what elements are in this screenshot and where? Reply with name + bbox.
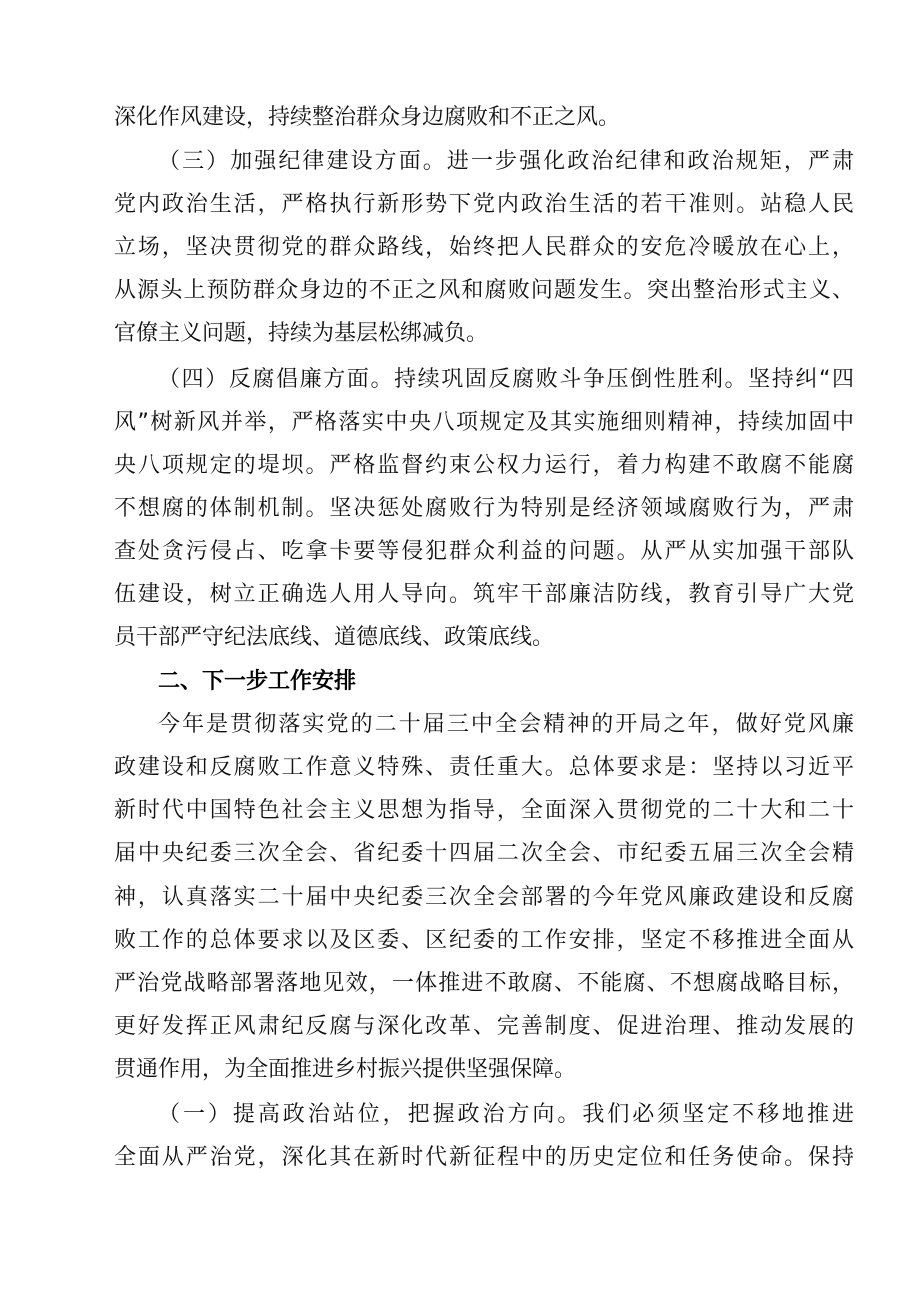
paragraph-line: 深化作风建设，持续整治群众身边腐败和不正之风。	[114, 105, 621, 130]
paragraph-line: 新时代中国特色社会主义思想为指导，全面深入贯彻党的二十大和二十	[114, 798, 854, 823]
paragraph-line: 央八项规定的堤坝。严格监督约束公权力运行，着力构建不敢腐不能腐	[114, 453, 854, 478]
paragraph-line: 党内政治生活，严格执行新形势下党内政治生活的若干准则。站稳人民	[114, 192, 854, 217]
paragraph-line: 贯通作用，为全面推进乡村振兴提供坚强保障。	[114, 1057, 577, 1082]
paragraph-line: 今年是贯彻落实党的二十届三中全会精神的开局之年，做好党风廉	[158, 712, 854, 737]
paragraph-line: 员干部严守纪法底线、道德底线、政策底线。	[114, 625, 555, 650]
paragraph-line: 立场，坚决贯彻党的群众路线，始终把人民群众的安危冷暖放在心上，	[114, 235, 854, 260]
paragraph-line: 更好发挥正风肃纪反腐与深化改革、完善制度、促进治理、推动发展的	[114, 1014, 854, 1039]
paragraph-line: 查处贪污侵占、吃拿卡要等侵犯群众利益的问题。从严从实加强干部队	[114, 539, 854, 564]
paragraph-line: 伍建设，树立正确选人用人导向。筑牢干部廉洁防线，教育引导广大党	[114, 582, 854, 607]
paragraph-line: 届中央纪委三次全会、省纪委十四届二次全会、市纪委五届三次全会精	[114, 841, 854, 866]
paragraph-line: 败工作的总体要求以及区委、区纪委的工作安排，坚定不移推进全面从	[114, 928, 854, 953]
paragraph-line: （三）加强纪律建设方面。进一步强化政治纪律和政治规矩，严肃	[158, 149, 854, 174]
section-heading: 二、下一步工作安排	[158, 669, 357, 694]
paragraph-line: 风”树新风并举，严格落实中央八项规定及其实施细则精神，持续加固中	[114, 410, 854, 435]
paragraph-line: 政建设和反腐败工作意义特殊、责任重大。总体要求是：坚持以习近平	[114, 755, 854, 780]
paragraph-line: 严治党战略部署落地见效，一体推进不敢腐、不能腐、不想腐战略目标，	[114, 971, 854, 996]
paragraph-line: （一）提高政治站位，把握政治方向。我们必须坚定不移地推进	[158, 1102, 854, 1127]
paragraph-line: （四）反腐倡廉方面。持续巩固反腐败斗争压倒性胜利。坚持纠“四	[158, 367, 854, 392]
paragraph-line: 官僚主义问题，持续为基层松绑减负。	[114, 321, 489, 346]
paragraph-line: 从源头上预防群众身边的不正之风和腐败问题发生。突出整治形式主义、	[114, 278, 854, 303]
paragraph-line: 不想腐的体制机制。坚决惩处腐败行为特别是经济领域腐败行为，严肃	[114, 496, 854, 521]
paragraph-line: 神，认真落实二十届中央纪委三次全会部署的今年党风廉政建设和反腐	[114, 885, 854, 910]
paragraph-line: 全面从严治党，深化其在新时代新征程中的历史定位和任务使命。保持	[114, 1145, 854, 1170]
